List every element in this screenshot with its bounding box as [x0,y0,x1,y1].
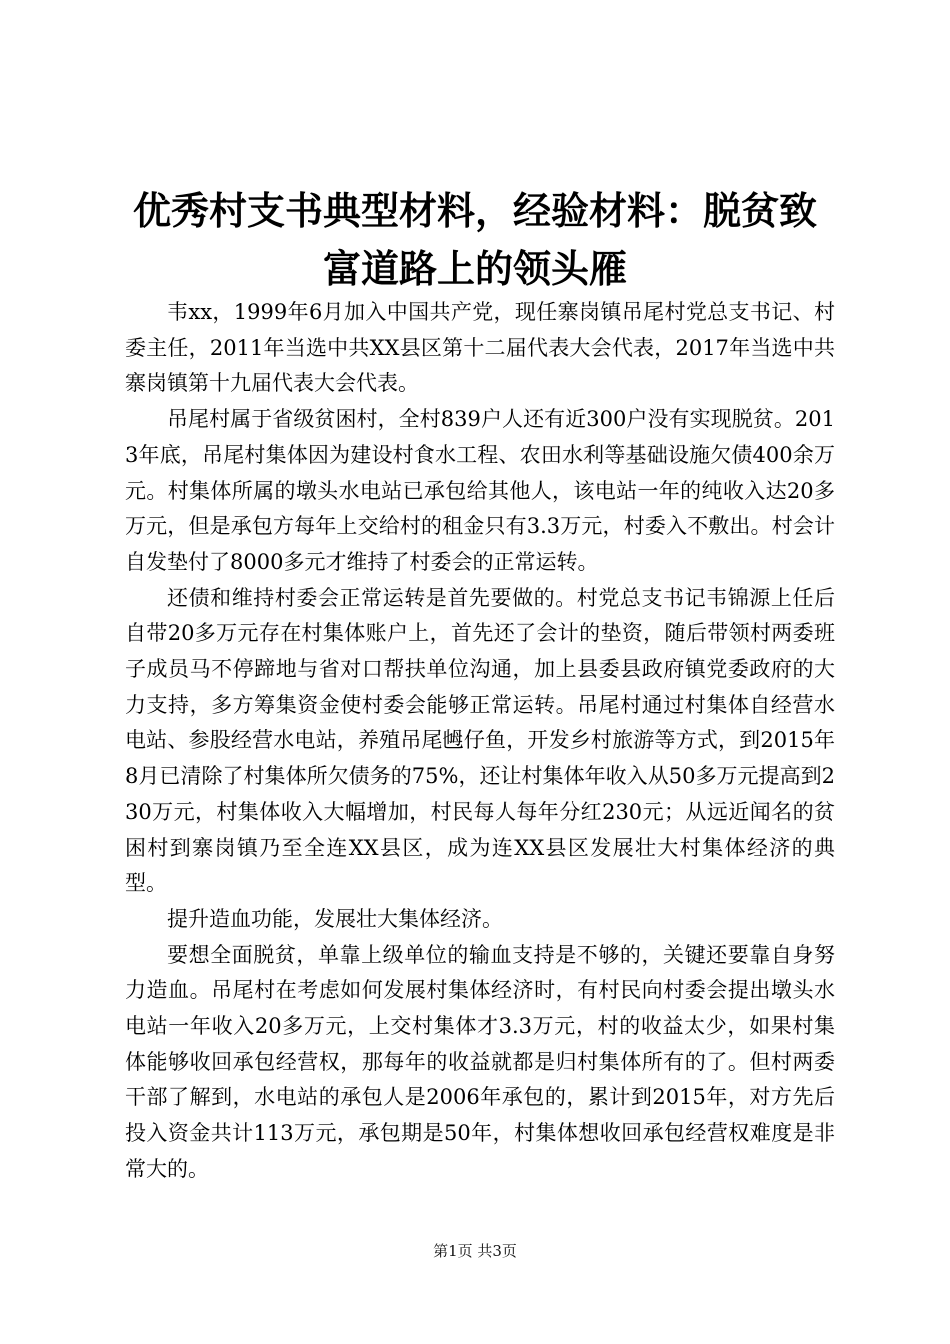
document-title: 优秀村支书典型材料，经验材料：脱贫致富道路上的领头雁 [132,189,817,291]
paragraph-3: 还债和维持村委会正常运转是首先要做的。村党总支书记韦锦源上任后自带20多万元存在村集体账户上，首先还了会计的垫资，随后带领村两委班子成员马不停蹄地与省对口帮扶单位沟通，加上县委县政府镇党委政府的大力支持，多方筹集资金使村委会能够正常运转。吊尾村通过村集体自经营水电站、参股经营水电站，养殖吊尾乸仔鱼，开发乡村旅游等方式，到2015年8月已清除了村集体所欠债务的75%，还让村集体年收入从50多万元提高到230万元，村集体收入大幅增加，村民每人每年分红230元；从远近闻名的贫困村到寨岗镇乃至全连XX县区，成为连XX县区发展壮大村集体经济的典型。 [125,585,835,896]
paragraph-5: 要想全面脱贫，单靠上级单位的输血支持是不够的，关键还要靠自身努力造血。吊尾村在考虑如何发展村集体经济时，有村民向村委会提出墩头水电站一年收入20多万元，上交村集体才3.3万元，村的收益太少，如果村集体能够收回承包经营权，那每年的收益就都是归村集体所有的了。但村两委干部了解到，水电站的承包人是2006年承包的，累计到2015年，对方先后投入资金共计113万元，承包期是50年，村集体想收回承包经营权难度是非常大的。 [125,942,835,1181]
paragraph-4: 提升造血功能，发展壮大集体经济。 [167,906,503,931]
paragraph-2: 吊尾村属于省级贫困村，全村839户人还有近300户没有实现脱贫。2013年底，吊尾村集体因为建设村食水工程、农田水利等基础设施欠债400余万元。村集体所属的墩头水电站已承包给其他人，该电站一年的纯收入达20多万元，但是承包方每年上交给村的租金只有3.3万元，村委入不敷出。村会计自发垫付了8000多元才维持了村委会的正常运转。 [125,407,835,574]
document-body [125,295,835,1188]
paragraph-1: 韦xx，1999年6月加入中国共产党，现任寨岗镇吊尾村党总支书记、村委主任，2011年当选中共XX县区第十二届代表大会代表，2017年当选中共寨岗镇第十九届代表大会代表。 [125,300,835,396]
page-footer: 第1页 共3页 [433,1242,517,1260]
